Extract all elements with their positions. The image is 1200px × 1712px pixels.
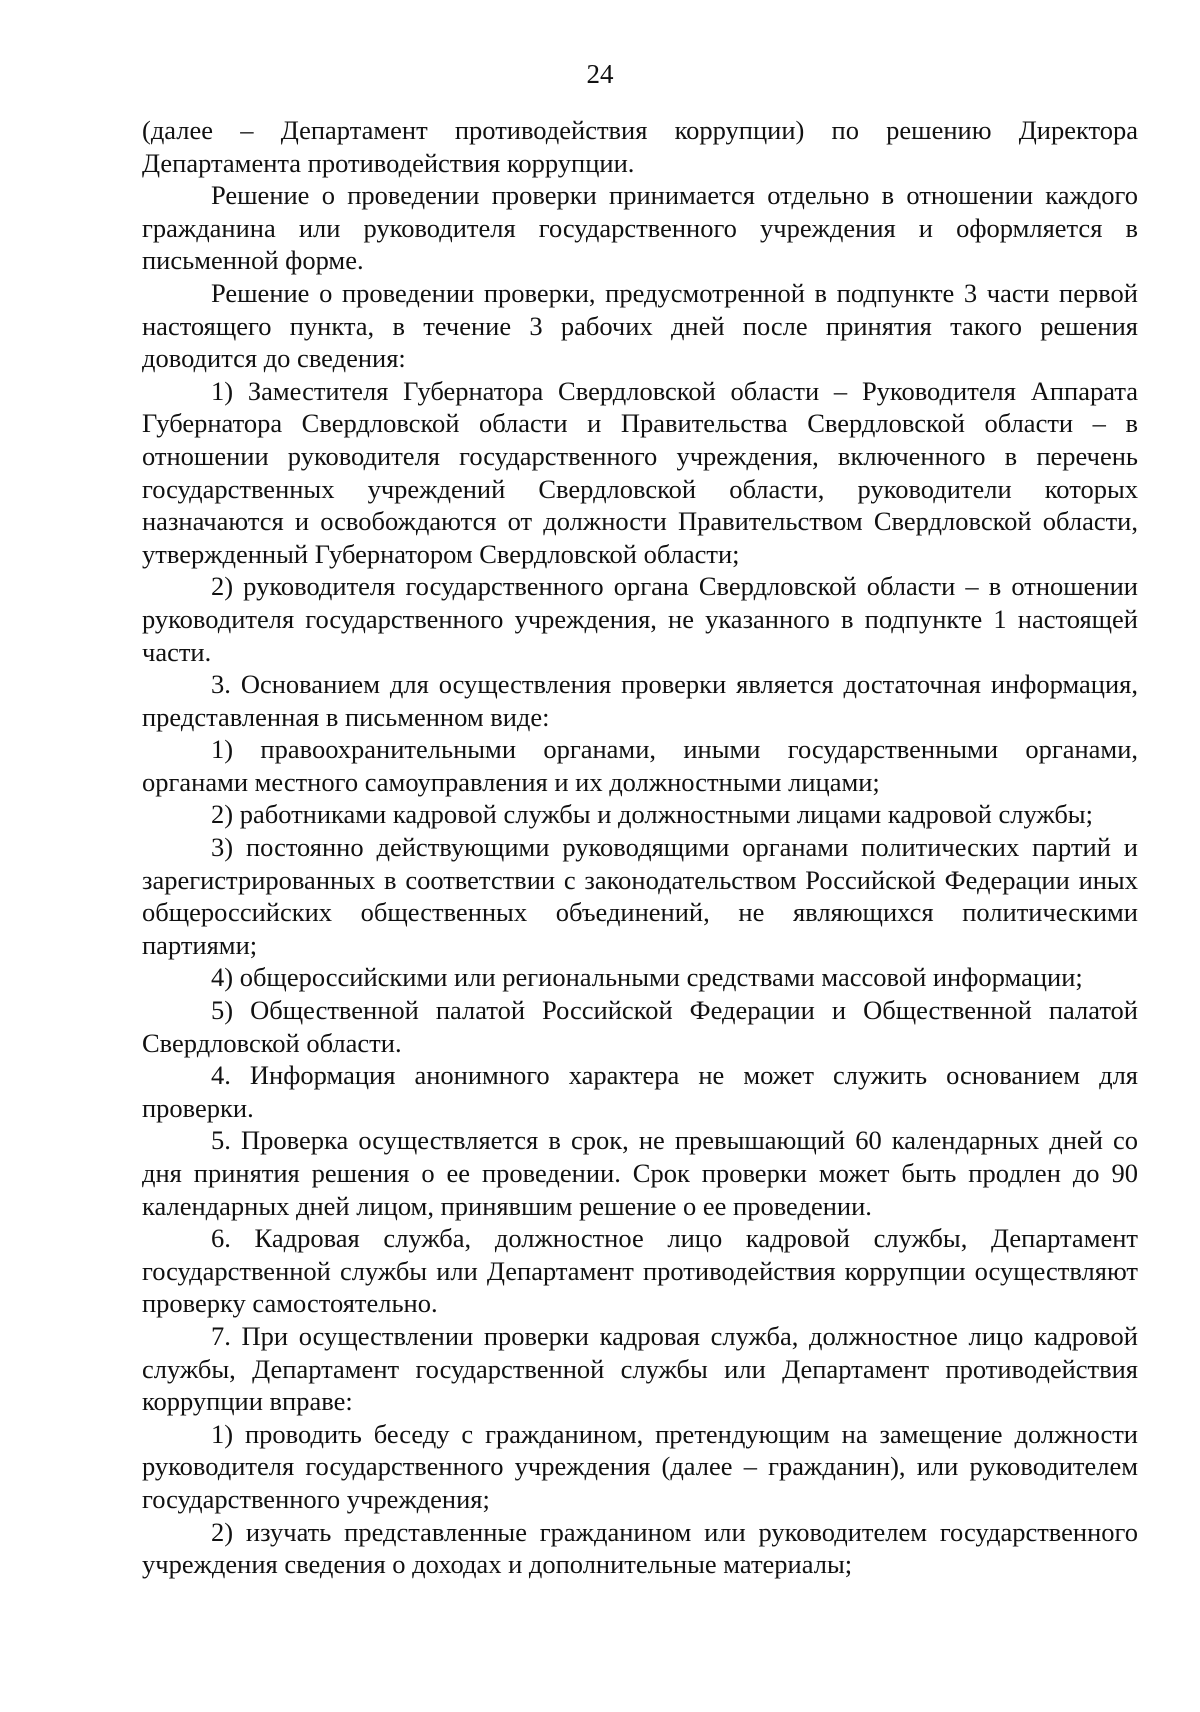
- paragraph-decision-notification: Решение о проведении проверки, предусмотренной в подпункте 3 части первой настоящего пункта, в течение 3 рабочих дней после принятия такого решения доводится до сведения:: [142, 277, 1138, 374]
- paragraph-ground-2-hr-service: 2) работниками кадровой службы и должностными лицами кадровой службы;: [211, 799, 1093, 830]
- paragraph-ground-4-mass-media: 4) общероссийскими или региональными средствами массовой информации;: [211, 962, 1083, 993]
- document-body: [142, 114, 1138, 1581]
- paragraph-point-3-grounds: 3. Основанием для осуществления проверки является достаточная информация, представленная в письменном виде:: [142, 669, 1138, 732]
- paragraph-item-2-state-body-head: 2) руководителя государственного органа Свердловской области – в отношении руководителя государственного учреждения, не указанного в подпункте 1 настоящей части.: [142, 571, 1138, 667]
- paragraph-ground-3-political-parties: 3) постоянно действующими руководящими органами политических партий и зарегистрированных в соответствии с законодательством Российской Федерации иных общероссийских общественных объединений, не являющихся политическими партиями;: [142, 832, 1138, 960]
- page-number: 24: [586, 59, 614, 89]
- paragraph-right-1-interview: 1) проводить беседу с гражданином, претендующим на замещение должности руководителя государственного учреждения (далее – гражданин), или руководителем государственного учреждения;: [142, 1418, 1138, 1514]
- paragraph-ground-1-law-enforcement: 1) правоохранительными органами, иными государственными органами, органами местного самоуправления и их должностными лицами;: [142, 734, 1138, 797]
- paragraph-decision-separate: Решение о проведении проверки принимается отдельно в отношении каждого гражданина или руководителя государственного учреждения и оформляется в письменной форме.: [142, 180, 1138, 276]
- paragraph-right-2-study-materials: 2) изучать представленные гражданином или руководителем государственного учреждения сведения о доходах и дополнительные материалы;: [142, 1516, 1138, 1580]
- paragraph-point-5-term: 5. Проверка осуществляется в срок, не превышающий 60 календарных дней со дня принятия решения о ее проведении. Срок проверки может быть продлен до 90 календарных дней лицом, принявшим решение о ее проведении.: [142, 1125, 1138, 1221]
- paragraph-item-1-deputy-governor: 1) Заместителя Губернатора Свердловской области – Руководителя Аппарата Губернатора Свердловской области и Правительства Свердловской области – в отношении руководителя государственного учреждения, включенного в перечень государственных учреждений Свердловской области, руководители которых назначаются и освобождаются от должности Правительством Свердловской области, утвержденный Губернатором Свердловской области;: [142, 375, 1138, 569]
- paragraph-ground-5-public-chamber: 5) Общественной палатой Российской Федерации и Общественной палатой Свердловской области.: [142, 995, 1138, 1058]
- paragraph-point-4-anonymous: 4. Информация анонимного характера не может служить основанием для проверки.: [142, 1060, 1138, 1123]
- paragraph-continuation: (далее – Департамент противодействия коррупции) по решению Директора Департамента противодействия коррупции.: [142, 115, 1138, 178]
- paragraph-point-6-independent-check: 6. Кадровая служба, должностное лицо кадровой службы, Департамент государственной службы или Департамент противодействия коррупции осуществляют проверку самостоятельно.: [142, 1223, 1138, 1319]
- paragraph-point-7-rights: 7. При осуществлении проверки кадровая служба, должностное лицо кадровой службы, Департамент государственной службы или Департамент противодействия коррупции вправе:: [142, 1320, 1138, 1417]
